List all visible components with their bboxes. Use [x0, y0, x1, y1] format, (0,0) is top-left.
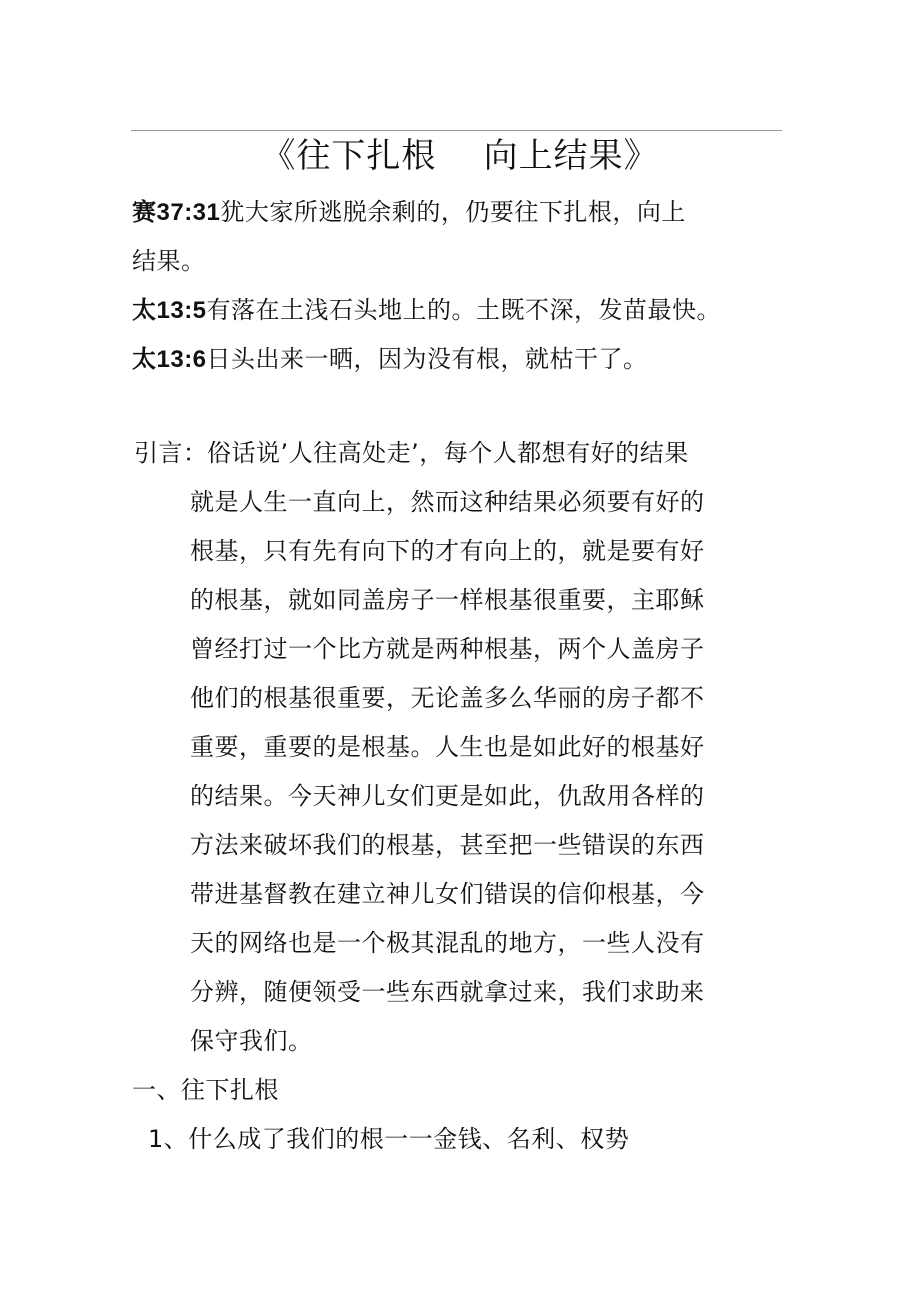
- verse-2-line: [132, 294, 721, 327]
- verse-1-ref: 赛37:31: [132, 199, 221, 226]
- intro-line-10: 带进基督教在建立神儿女们错误的信仰根基，今: [190, 880, 705, 908]
- verse-2-ref: 太13:5: [132, 297, 207, 324]
- verse-1-line-1: [132, 196, 686, 229]
- intro-line-5: 曾经打过一个比方就是两种根基，两个人盖房子: [190, 635, 705, 663]
- verse-1-text: 犹大家所逃脱余剩的，仍要往下扎根，向上: [220, 198, 686, 226]
- intro-line-7: 重要，重要的是根基。人生也是如此好的根基好: [190, 733, 705, 761]
- intro-line-6: 他们的根基很重要，无论盖多么华丽的房子都不: [190, 684, 705, 712]
- verse-3-text: 日头出来一晒，因为没有根，就枯干了。: [206, 345, 648, 373]
- intro-line-13: 保守我们。: [190, 1027, 313, 1055]
- verse-2-text: 有落在土浅石头地上的。土既不深，发苗最快。: [206, 296, 722, 324]
- page-title: 《往下扎根 向上结果》: [261, 136, 659, 176]
- intro-line-8: 的结果。今天神儿女们更是如此，仇敌用各样的: [190, 782, 705, 810]
- verse-3-ref: 太13:6: [132, 346, 207, 373]
- verse-1-line-2: 结果。: [132, 247, 206, 275]
- intro-line-9: 方法来破坏我们的根基，甚至把一些错误的东西: [190, 831, 705, 859]
- intro-line-1: 俗话说’人往高处走’，每个人都想有好的结果: [207, 439, 689, 467]
- intro-line-3: 根基，只有先有向下的才有向上的，就是要有好: [190, 537, 705, 565]
- intro-label: 引言：: [134, 439, 208, 467]
- intro-line-12: 分辨，随便领受一些东西就拿过来，我们求助来: [190, 978, 705, 1006]
- section-1-item-1: 1、什么成了我们的根一一金钱、名利、权势: [148, 1125, 630, 1153]
- intro-line-4: 的根基，就如同盖房子一样根基很重要，主耶稣: [190, 586, 705, 614]
- intro-line-11: 天的网络也是一个极其混乱的地方，一些人没有: [190, 929, 705, 957]
- header-rule: [131, 130, 782, 131]
- intro-line-2: 就是人生一直向上，然而这种结果必须要有好的: [190, 488, 705, 516]
- verse-3-line: [132, 343, 648, 376]
- section-1-heading: 一、往下扎根: [132, 1076, 279, 1104]
